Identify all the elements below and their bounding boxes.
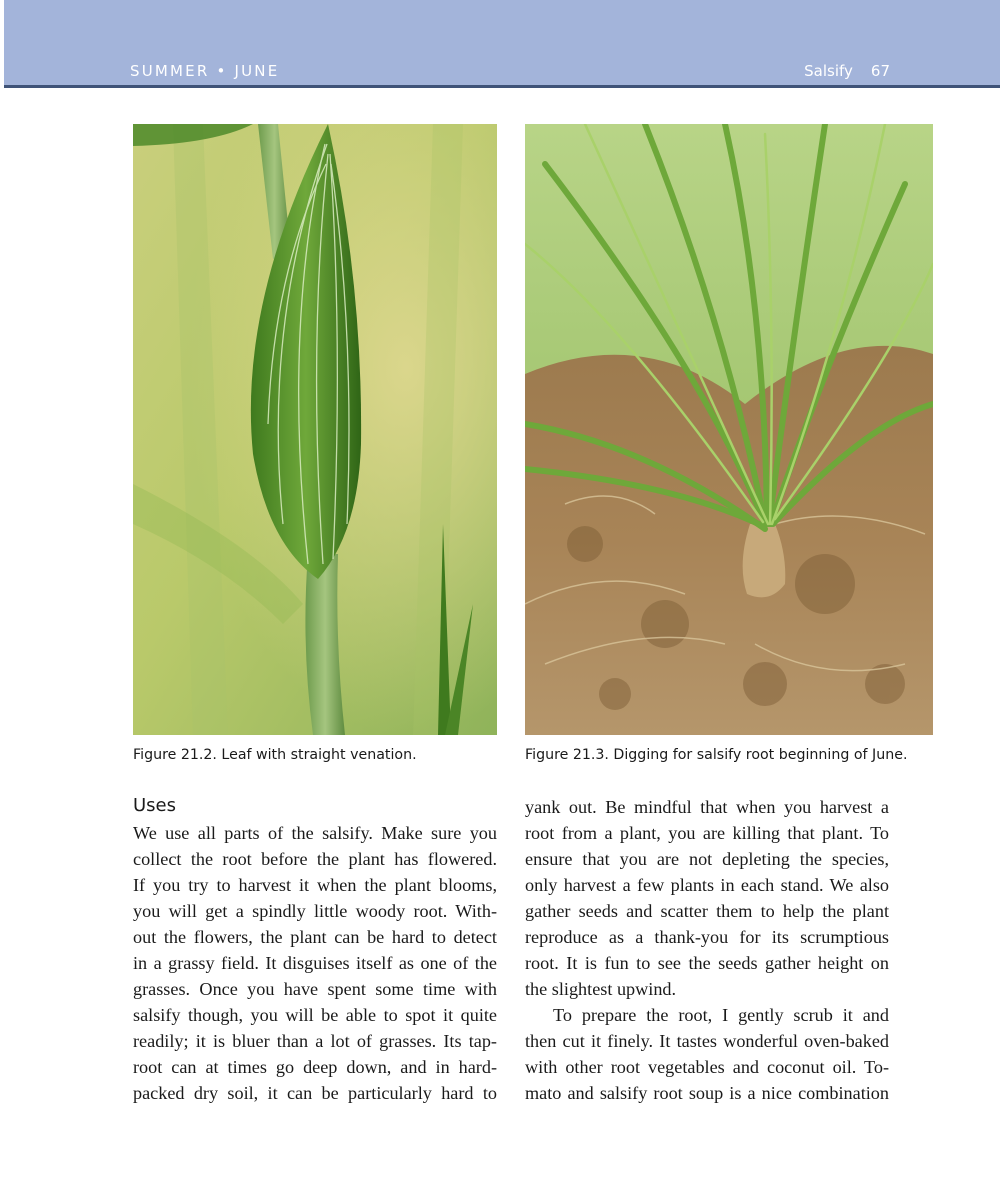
- running-head-chapter: [804, 62, 890, 80]
- body-line: only harvest a few plants in each stand. We also: [525, 875, 889, 895]
- body-line: you will get a spindly little woody root. With-: [133, 901, 497, 921]
- body-line: root. It is fun to see the seeds gather height on: [525, 953, 889, 973]
- body-line: with other root vegetables and coconut oil. To-: [525, 1057, 889, 1077]
- body-line: grasses. Once you have spent some time with: [133, 979, 497, 999]
- section-heading-uses: Uses: [133, 795, 177, 816]
- body-line: out the flowers, the plant can be hard to detect: [133, 927, 497, 947]
- body-line: mato and salsify root soup is a nice combination: [525, 1083, 889, 1103]
- body-line: reproduce as a thank-you for its scrumptious: [525, 927, 889, 947]
- body-line: the slightest upwind.: [525, 979, 677, 999]
- chapter-title: Salsify: [804, 62, 853, 80]
- body-line: packed dry soil, it can be particularly hard to: [133, 1083, 497, 1103]
- figure-caption-leaf: Figure 21.2. Leaf with straight venation.: [133, 747, 417, 763]
- figure-leaf-photo: [133, 124, 497, 735]
- body-column-left: [133, 820, 497, 1106]
- root-photo-illustration: [525, 124, 933, 735]
- body-line: root from a plant, you are killing that plant. To: [525, 823, 889, 843]
- figure-root-photo: [525, 124, 933, 735]
- figure-caption-root: Figure 21.3. Digging for salsify root beginning of June.: [525, 747, 908, 763]
- page-number: 67: [870, 62, 890, 80]
- body-line: yank out. Be mindful that when you harvest a: [525, 797, 889, 817]
- body-line: then cut it finely. It tastes wonderful oven-baked: [525, 1031, 889, 1051]
- body-line: If you try to harvest it when the plant blooms,: [133, 875, 497, 895]
- running-head-section: SUMMER • JUNE: [130, 62, 280, 80]
- body-line: readily; it is bluer than a lot of grasses. Its tap-: [133, 1031, 497, 1051]
- body-line: collect the root before the plant has flowered.: [133, 849, 497, 869]
- leaf-photo-illustration: [133, 124, 497, 735]
- body-column-right: [525, 794, 889, 1106]
- body-line: ensure that you are not depleting the species,: [525, 849, 889, 869]
- body-line: To prepare the root, I gently scrub it and: [553, 1005, 889, 1025]
- body-line: salsify though, you will be able to spot it quite: [133, 1005, 497, 1025]
- body-line: We use all parts of the salsify. Make sure you: [133, 823, 497, 843]
- body-line: gather seeds and scatter them to help the plant: [525, 901, 889, 921]
- body-line: in a grassy field. It disguises itself as one of the: [133, 953, 497, 973]
- body-line: root can at times go deep down, and in hard-: [133, 1057, 497, 1077]
